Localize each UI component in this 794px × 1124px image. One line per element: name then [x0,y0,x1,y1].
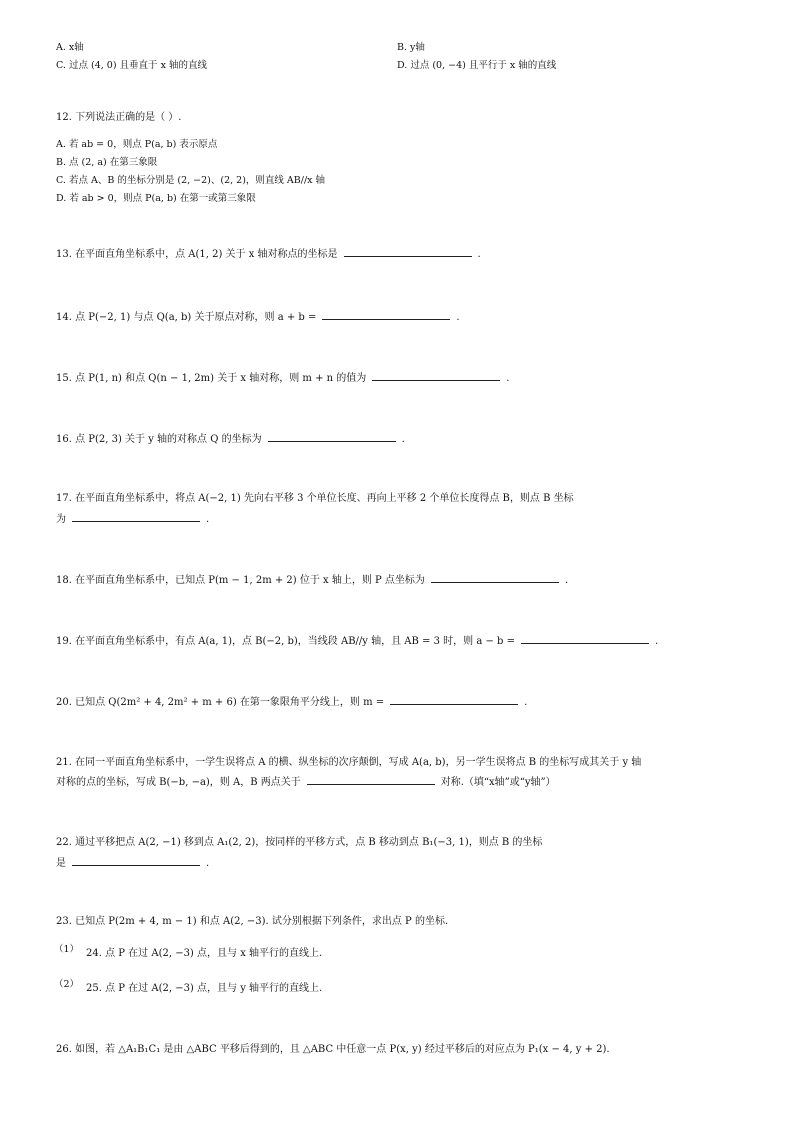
q21-line2 [56,773,556,791]
q13-period: . [477,249,481,260]
q17-answer-blank[interactable] [72,510,200,522]
q15-period: . [506,373,510,384]
q17-period: . [206,514,210,525]
q21-text2: 对称的点的坐标，写成 B(−b, −a)，则 A，B 两点关于 [56,777,301,788]
q16 [56,430,405,448]
q22-line1: 22. 通过平移把点 A(2, −1) 移到点 A₁(2, 2)，按同样的平移方式，点 B 移动到点 B₁(−3, 1)，则点 B 的坐标 [56,837,543,848]
q14-period: . [456,312,460,323]
q19-answer-blank[interactable] [521,632,649,644]
q15-text: 15. 点 P(1, n) 和点 Q(n − 1, 2m) 关于 x 轴对称，则 m + n 的值为 [56,373,367,384]
q19 [56,632,658,650]
q13-answer-blank[interactable] [344,245,472,257]
q21-answer-blank[interactable] [307,773,435,785]
q20-answer-blank[interactable] [390,693,518,705]
q23-sub1-text: 24. 点 P 在过 A(2, −3) 点，且与 x 轴平行的直线上. [86,948,323,959]
q21-line1: 21. 在同一平面直角坐标系中，一学生误将点 A 的横、纵坐标的次序颠倒，写成 A(a, b)，另一学生误将点 B 的坐标写成其关于 y 轴 [56,757,642,768]
q23-sub2-number: （2） [54,979,80,990]
q20 [56,693,527,711]
q12-option-c: C. 若点 A、B 的坐标分别是 (2, −2)、(2, 2)，则直线 AB//x 轴 [56,175,326,186]
q15-answer-blank[interactable] [372,369,500,381]
q12-option-b: B. 点 (2, a) 在第三象限 [56,157,158,168]
q26-text: 26. 如图，若 △A₁B₁C₁ 是由 △ABC 平移后得到的，且 △ABC 中任意一点 P(x, y) 经过平移后的对应点为 P₁(x − 4, y + 2). [56,1044,610,1055]
q22-period: . [206,858,210,869]
q20-period: . [524,697,528,708]
q17-line1: 17. 在平面直角坐标系中，将点 A(−2, 1) 先向右平移 3 个单位长度、再向上平移 2 个单位长度得点 B，则点 B 坐标 [56,493,574,504]
q13 [56,245,481,263]
q11-option-b: B. y轴 [397,42,425,53]
q11-option-a: A. x轴 [56,42,84,53]
q11-option-c: C. 过点 (4, 0) 且垂直于 x 轴的直线 [56,60,207,71]
q17-line2 [56,510,209,528]
q23-sub2-text: 25. 点 P 在过 A(2, −3) 点，且与 y 轴平行的直线上. [86,983,323,994]
q15 [56,369,509,387]
q22-text2: 是 [56,858,66,869]
q16-period: . [401,434,405,445]
q18-period: . [564,575,569,586]
q12-option-d: D. 若 ab > 0，则点 P(a, b) 在第一或第三象限 [56,193,256,204]
q11-option-d: D. 过点 (0, −4) 且平行于 x 轴的直线 [397,60,557,71]
q12-stem: 12. 下列说法正确的是（ ）. [56,112,182,123]
q14-answer-blank[interactable] [322,308,450,320]
q16-answer-blank[interactable] [268,430,396,442]
q23-sub1-number: （1） [54,944,80,955]
q19-period: . [654,636,659,647]
q16-text: 16. 点 P(2, 3) 关于 y 轴的对称点 Q 的坐标为 [56,434,262,445]
q23-stem: 23. 已知点 P(2m + 4, m − 1) 和点 A(2, −3). 试分别根据下列条件，求出点 P 的坐标. [56,916,449,927]
q20-text: 20. 已知点 Q(2m² + 4, 2m² + m + 6) 在第一象限角平分线上，则 m = [56,697,385,708]
q13-text: 13. 在平面直角坐标系中，点 A(1, 2) 关于 x 轴对称点的坐标是 [56,249,338,260]
q18-text: 18. 在平面直角坐标系中，已知点 P(m − 1, 2m + 2) 位于 x 轴上，则 P 点坐标为 [56,575,425,586]
q21-text3: 对称.（填“x轴”或“y轴”） [440,777,556,788]
q19-text: 19. 在平面直角坐标系中，有点 A(a, 1)，点 B(−2, b)，当线段 AB//y 轴，且 AB = 3 时，则 a − b = [56,636,515,647]
q12-option-a: A. 若 ab = 0，则点 P(a, b) 表示原点 [56,139,218,150]
q14-text: 14. 点 P(−2, 1) 与点 Q(a, b) 关于原点对称，则 a + b = [56,312,317,323]
q22-answer-blank[interactable] [72,854,200,866]
q22-line2 [56,854,209,872]
q18-answer-blank[interactable] [431,571,559,583]
q17-text2: 为 [56,514,66,525]
q14 [56,308,460,326]
q18 [56,571,568,589]
